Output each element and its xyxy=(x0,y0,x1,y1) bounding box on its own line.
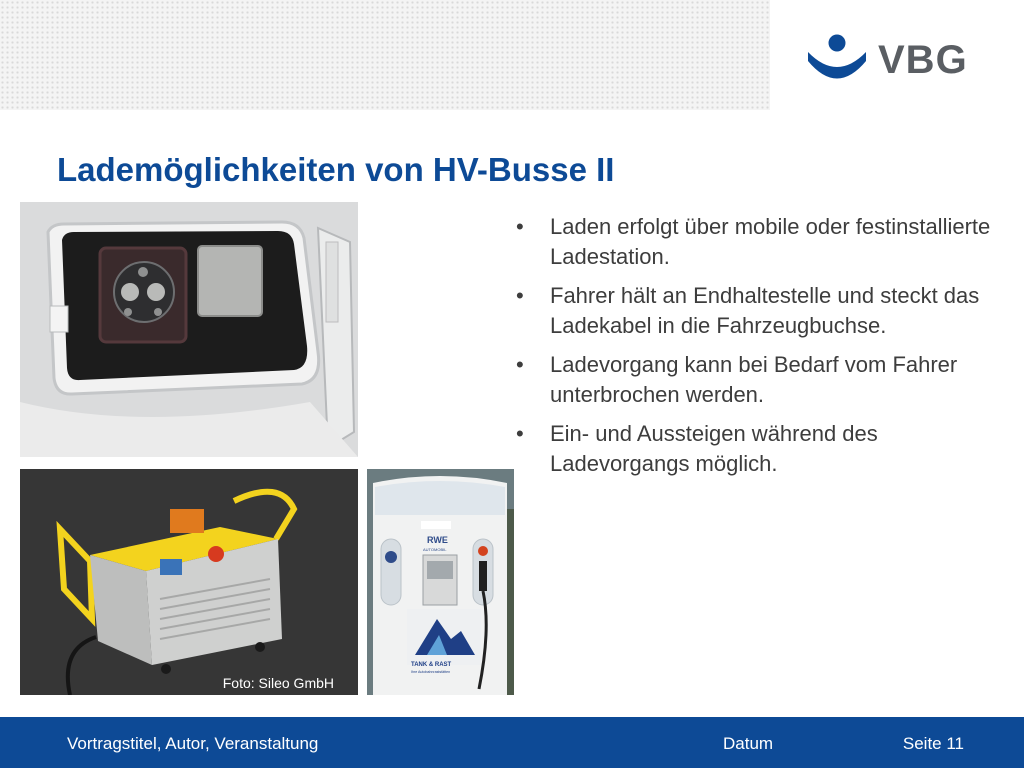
bullet-list xyxy=(514,212,1004,488)
station-sign-sub: Ihre Autobahnraststätten xyxy=(411,670,451,674)
photo-mobile-charger xyxy=(20,469,358,695)
footer-presentation-info: Vortragstitel, Autor, Veranstaltung xyxy=(67,734,319,753)
photo-fixed-charging-station xyxy=(367,469,514,695)
slide-title: Lademöglichkeiten von HV-Busse II xyxy=(57,151,615,188)
footer-date: Datum xyxy=(723,734,774,753)
station-sign-label: TANK & RAST xyxy=(411,662,452,668)
bullet-item: • Fahrer hält an Endhaltestelle und steckt das Ladekabel in die Fahrzeugbuchse. xyxy=(514,281,1004,341)
station-brand-label: RWE xyxy=(427,535,448,545)
bullet-item: • Ladevorgang kann bei Bedarf vom Fahrer unterbrochen werden. xyxy=(514,350,1004,410)
bullet-item: • Ein- und Aussteigen während des Ladevorgangs möglich. xyxy=(514,419,1004,479)
photo-bus-charging-socket xyxy=(20,202,358,457)
footer-bar xyxy=(0,717,1024,768)
photo-credit: Foto: Sileo GmbH xyxy=(222,675,334,691)
bullet-item: • Laden erfolgt über mobile oder festinstallierte Ladestation. xyxy=(514,212,1004,272)
vbg-logo-icon xyxy=(806,34,868,84)
station-brand-sub: AUTOMOBIL xyxy=(423,547,447,552)
footer-page-number: Seite 11 xyxy=(902,734,964,753)
vbg-logo-text: VBG xyxy=(878,38,968,82)
